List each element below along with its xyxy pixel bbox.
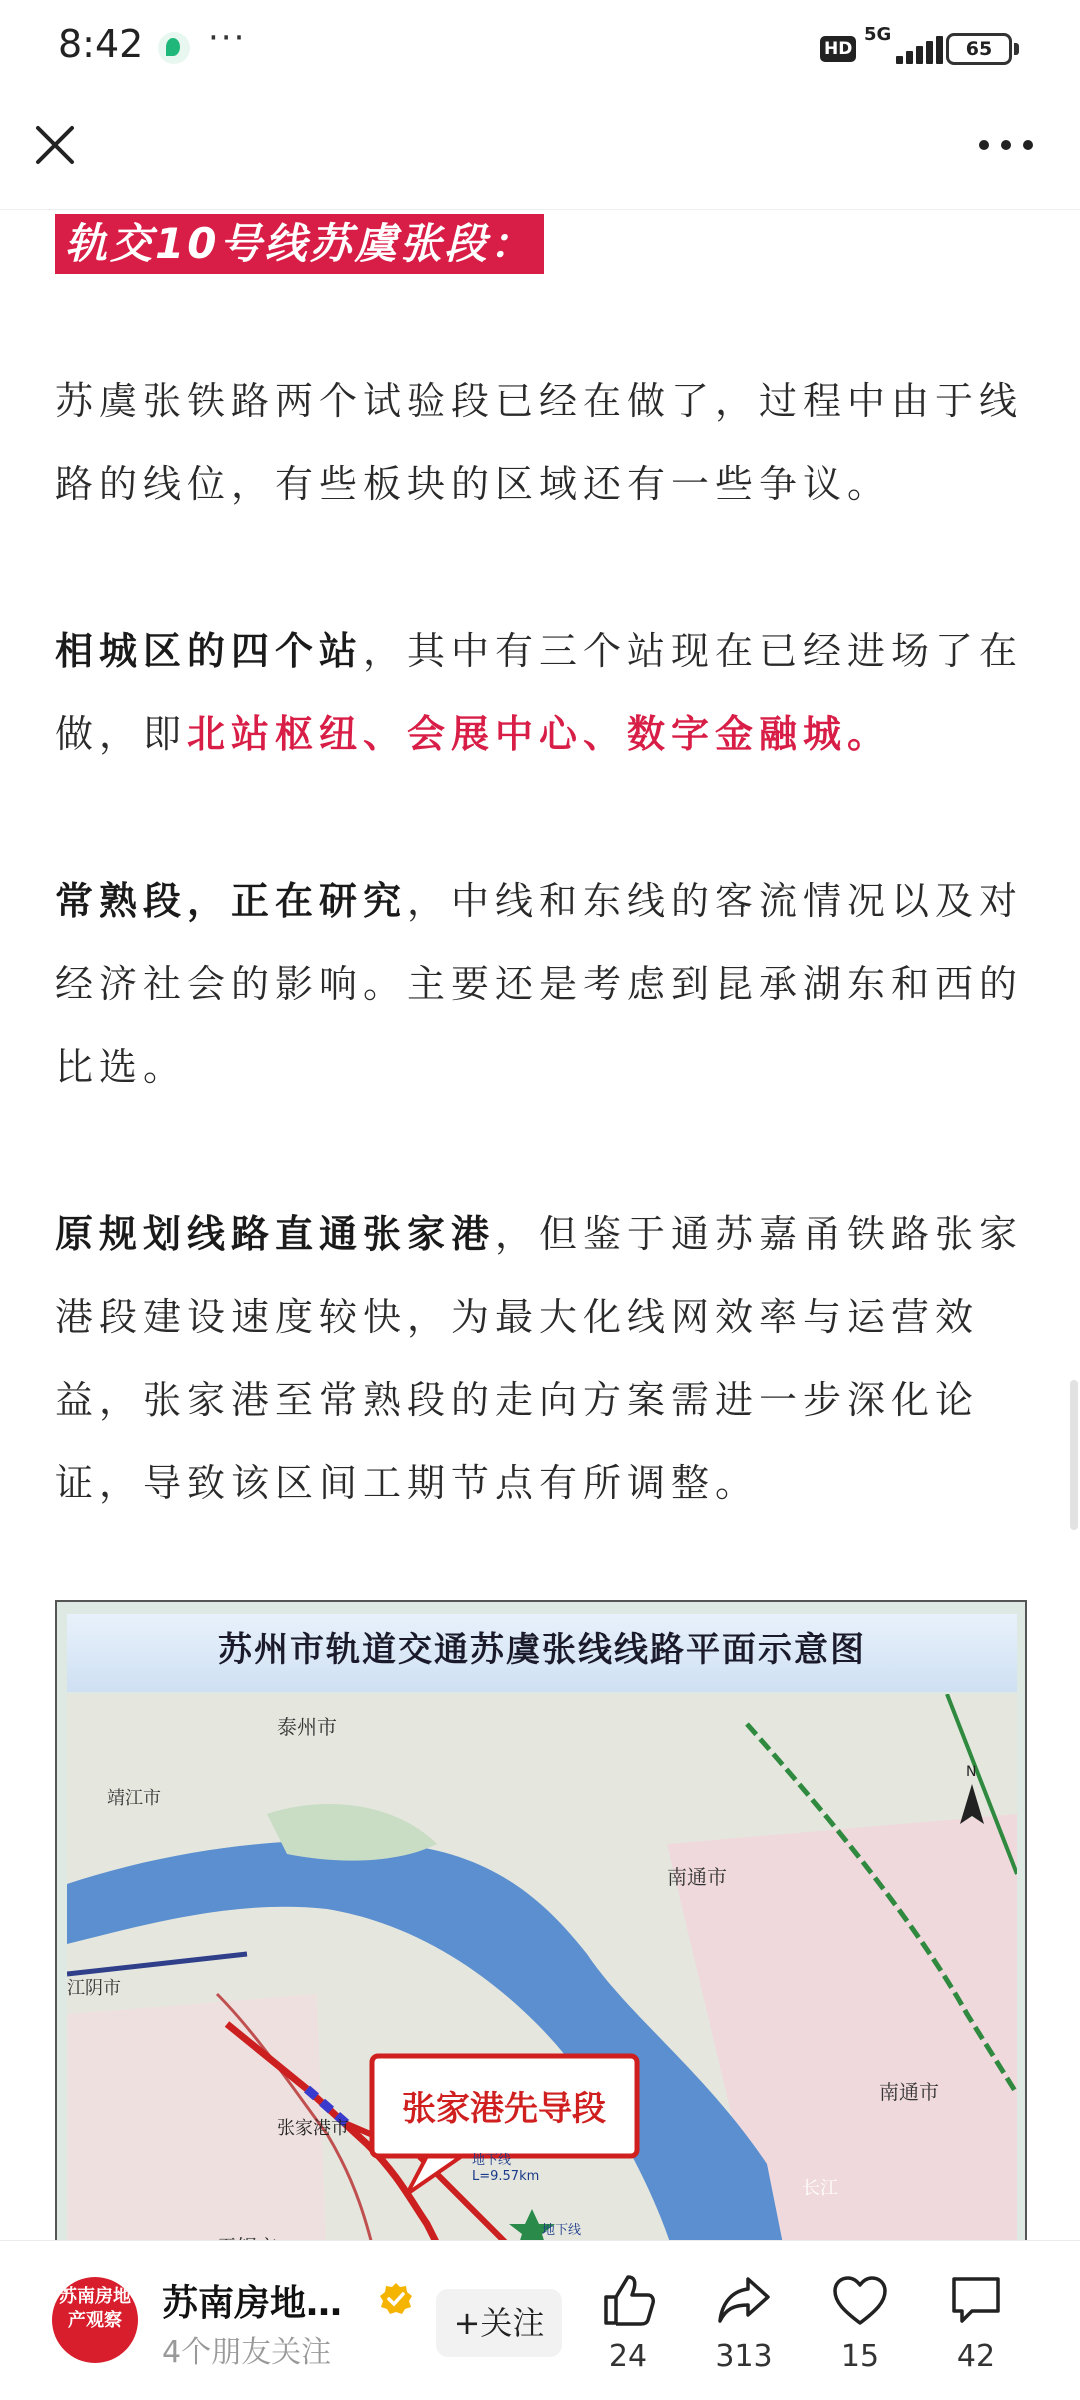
- map-callout: 张家港先导段: [402, 2089, 606, 2129]
- comment-count: 42: [956, 2339, 996, 2374]
- map-label-underground-1: 地下线: [472, 2153, 512, 2168]
- paragraph-3: [55, 860, 1025, 1109]
- map-title: 苏州市轨道交通苏虞张线线路平面示意图: [218, 1630, 866, 1670]
- map-label-jiangyin: 江阴市: [67, 1978, 121, 1999]
- heart-icon: [830, 2271, 890, 2331]
- article-content: [0, 210, 1080, 2240]
- like-action[interactable]: [588, 2271, 668, 2374]
- map-header: [67, 1614, 1017, 1692]
- map-label-zhangjiagang: 张家港市: [277, 2118, 349, 2139]
- paragraph-3-bold: 常熟段，正在研究: [55, 879, 408, 923]
- paragraph-4: [55, 1193, 1025, 1525]
- map-label-changjiang: 长江: [802, 2178, 838, 2199]
- route-map-image[interactable]: [55, 1600, 1027, 2240]
- hd-badge: HD: [820, 36, 856, 62]
- more-notifications-icon: ···: [208, 18, 247, 58]
- thumbs-up-icon: [598, 2271, 658, 2331]
- north-label: N: [966, 1764, 977, 1780]
- author-avatar[interactable]: 苏南房地产观察: [52, 2277, 138, 2363]
- author-name[interactable]: 苏南房地…: [162, 2283, 343, 2324]
- scrollbar[interactable]: [1070, 1380, 1078, 1530]
- share-count: 313: [715, 2339, 773, 2374]
- battery-icon: [946, 33, 1012, 65]
- paragraph-4-text: ，但鉴于通苏嘉甬铁路张家港段建设速度较快，为最大化线网效率与运营效益，张家港至常熟段的走向方案需进一步深化论证，导致该区间工期节点有所调整。: [55, 1212, 1024, 1505]
- comment-icon: [946, 2271, 1006, 2331]
- verified-icon: [378, 2281, 414, 2317]
- paragraph-2-highlight: 北站枢纽、会展中心、数字金融城。: [187, 712, 892, 756]
- status-bar: [0, 0, 1080, 100]
- app-notification-icon: [158, 32, 190, 64]
- battery-tip: [1014, 43, 1019, 55]
- network-type: 5G: [864, 24, 892, 45]
- map-label-underground-2: 地下线: [542, 2223, 582, 2238]
- paragraph-2: [55, 610, 1025, 776]
- follow-button[interactable]: +关注: [436, 2289, 562, 2357]
- more-options-icon[interactable]: [976, 130, 1036, 160]
- battery-level: 65: [965, 38, 993, 60]
- map-label-nantong-city: 南通市: [879, 2080, 939, 2104]
- map-label-length-1: L=9.57km: [472, 2169, 540, 2184]
- comment-action[interactable]: [936, 2271, 1016, 2374]
- paragraph-4-bold: 原规划线路直通张家港: [55, 1212, 496, 1256]
- close-icon[interactable]: [30, 120, 80, 170]
- share-icon: [714, 2271, 774, 2331]
- paragraph-3-text: ，中线和东线的客流情况以及对经济社会的影响。主要还是考虑到昆承湖东和西的比选。: [55, 879, 1024, 1089]
- friends-following-count: 4个朋友关注: [162, 2335, 332, 2370]
- like-count: 24: [608, 2339, 648, 2374]
- map-label-taizhou: 泰州市: [277, 1715, 337, 1739]
- map-illustration: [67, 1694, 1017, 2240]
- map-label-nantong-district: 南通市: [667, 1865, 727, 1889]
- favorite-action[interactable]: [820, 2271, 900, 2374]
- top-nav-bar: [0, 100, 1080, 210]
- signal-icon: [896, 34, 946, 64]
- bottom-action-bar: [0, 2240, 1080, 2400]
- map-label-jingjiang: 靖江市: [107, 1788, 161, 1809]
- section-heading: 轨交10号线苏虞张段：: [55, 214, 544, 274]
- favorite-count: 15: [840, 2339, 880, 2374]
- share-action[interactable]: [704, 2271, 784, 2374]
- paragraph-2-bold: 相城区的四个站: [55, 629, 364, 673]
- paragraph-1: 苏虞张铁路两个试验段已经在做了，过程中由于线路的线位，有些板块的区域还有一些争议。: [55, 379, 1024, 506]
- paragraph-2-text: ，其中有三个站现在已经进场了在做，即: [55, 629, 1024, 756]
- status-time: 8:42: [58, 22, 144, 66]
